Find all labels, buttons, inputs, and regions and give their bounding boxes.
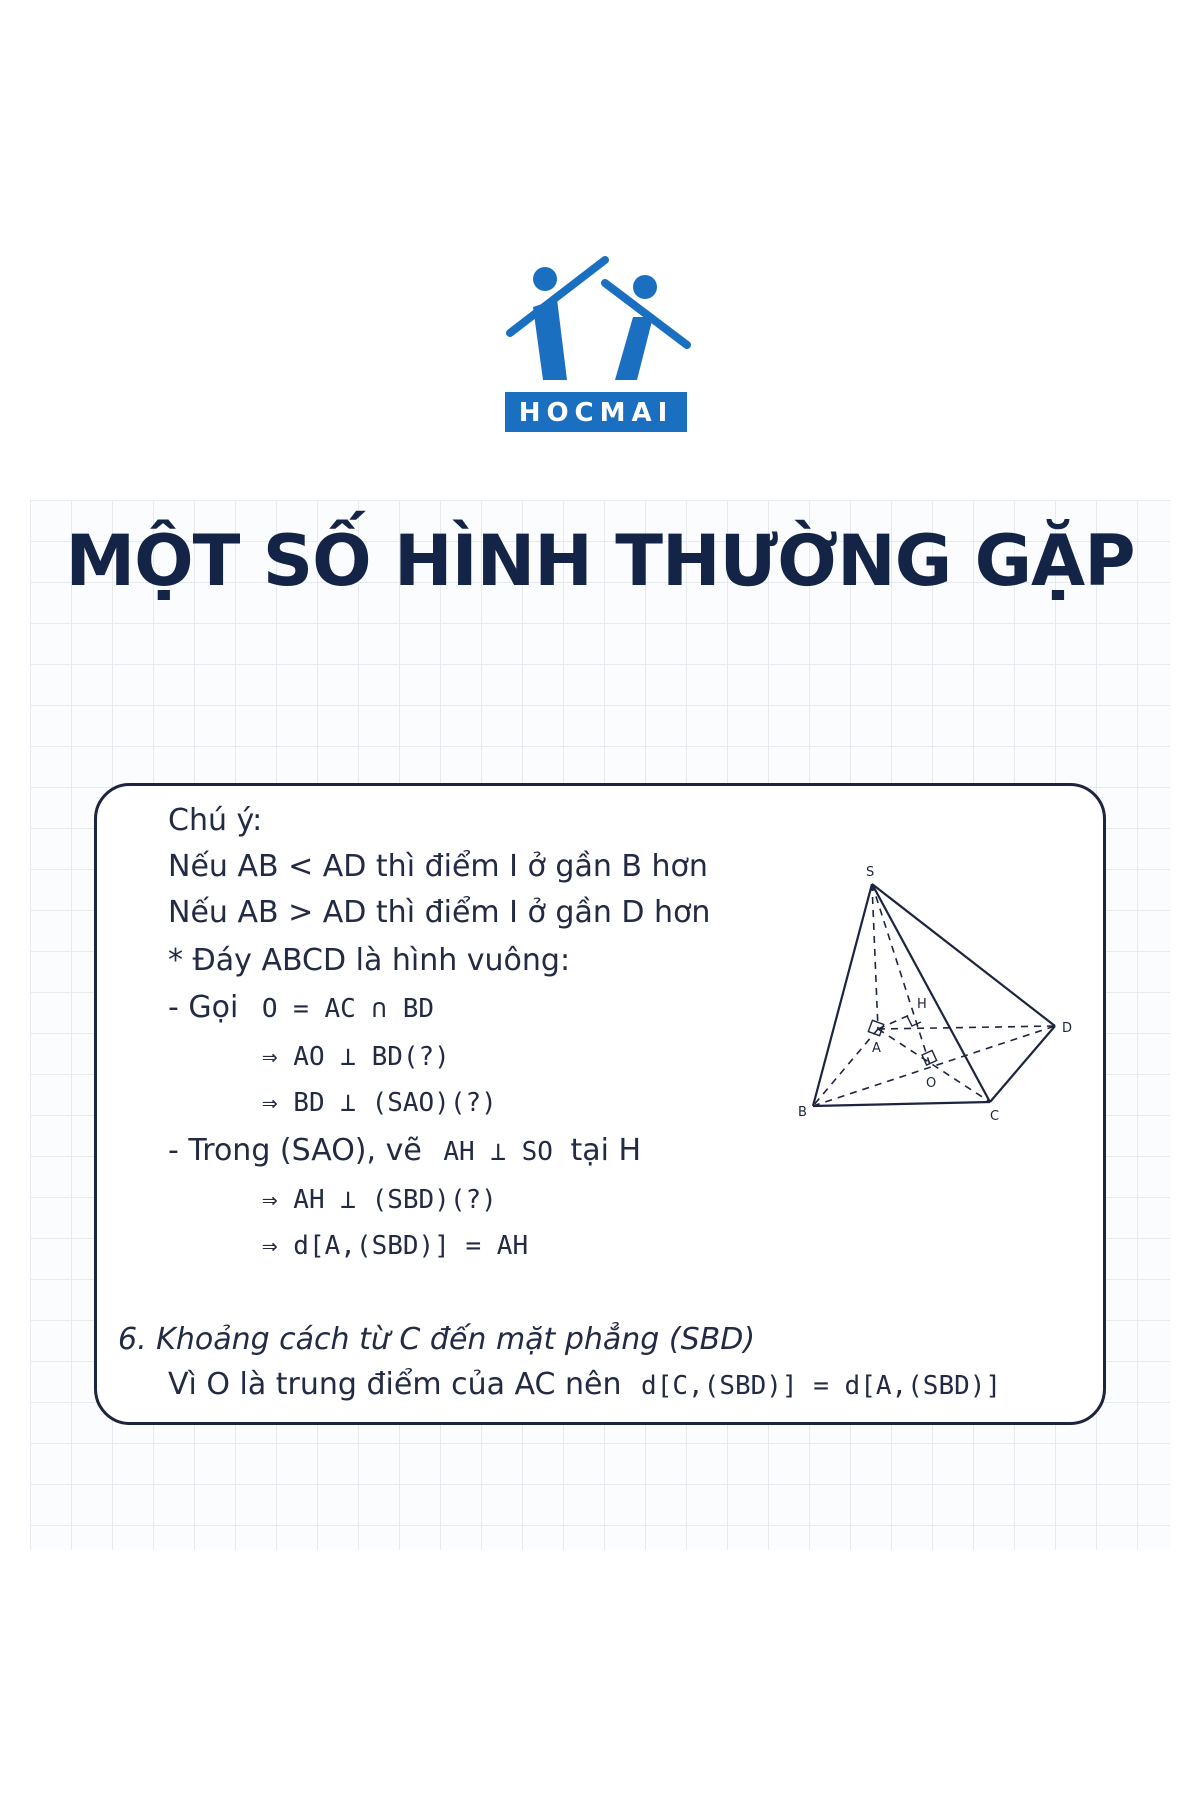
conclusion-text: Vì O là trung điểm của AC nên	[168, 1367, 622, 1402]
vertex-d-label: D	[1062, 1021, 1073, 1036]
hocmai-logo	[505, 255, 695, 435]
pyramid-figure	[790, 862, 1090, 1132]
conclusion-line	[168, 1367, 1001, 1402]
step-4: ⇒ d[A,(SBD)] = AH	[262, 1231, 529, 1261]
square-base-line: * Đáy ABCD là hình vuông:	[168, 943, 571, 978]
page-title: MỘT SỐ HÌNH THƯỜNG GẶP	[65, 520, 1135, 602]
point-h-label: H	[917, 997, 927, 1012]
step-1: ⇒ AO ⊥ BD(?)	[262, 1042, 450, 1072]
note-heading: Chú ý:	[168, 803, 263, 838]
vertex-b-label: B	[798, 1105, 807, 1120]
logo-text: HOCMAI	[518, 398, 674, 428]
vertex-a-label: A	[872, 1041, 881, 1056]
trong-label: - Trong (SAO), vẽ	[168, 1133, 422, 1168]
goi-math: O = AC ∩ BD	[261, 994, 435, 1024]
vertex-s-label: S	[866, 865, 875, 880]
point-o-label: O	[926, 1076, 937, 1091]
goi-line	[168, 990, 434, 1025]
vertex-c-label: C	[990, 1109, 1000, 1124]
trong-suffix: tại H	[570, 1133, 642, 1168]
section-6-heading: 6. Khoảng cách từ C đến mặt phẳng (SBD)	[118, 1322, 756, 1357]
text-line-1: Nếu AB < AD thì điểm I ở gần B hơn	[168, 849, 708, 884]
trong-math: AH ⊥ SO	[443, 1137, 553, 1167]
trong-line	[168, 1133, 641, 1168]
goi-label: - Gọi	[168, 990, 239, 1025]
step-3: ⇒ AH ⊥ (SBD)(?)	[262, 1185, 497, 1215]
text-line-2: Nếu AB > AD thì điểm I ở gần D hơn	[168, 895, 711, 930]
step-2: ⇒ BD ⊥ (SAO)(?)	[262, 1088, 497, 1118]
conclusion-math: d[C,(SBD)] = d[A,(SBD)]	[641, 1371, 1002, 1401]
